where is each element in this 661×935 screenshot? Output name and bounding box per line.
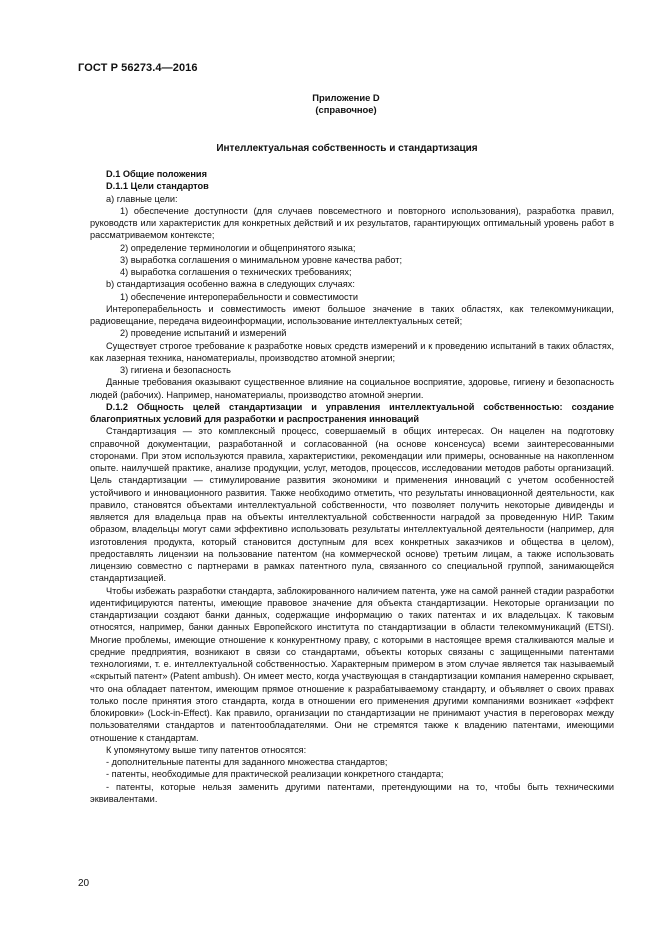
list-item: 3) гигиена и безопасность	[120, 365, 231, 375]
appendix-label: Приложение D	[312, 92, 380, 103]
document-body	[90, 168, 614, 805]
list-item: 2) проведение испытаний и измерений	[120, 328, 287, 339]
section-heading: D.1 Общие положения	[106, 169, 207, 179]
appendix-type: (справочное)	[315, 103, 377, 115]
subsection-heading: D.1.1 Цели стандартов	[106, 181, 209, 192]
page-number: 20	[78, 878, 90, 889]
body-paragraph: Интероперабельность и совместимость имеют большое значение в таких областях, как телекоммуникации, радиовещание, передача видеоинформации, использование интеллектуальных сетей;	[90, 303, 614, 326]
list-item: 1) обеспечение интероперабельности и совместимости	[120, 291, 358, 302]
list-item: - дополнительные патенты для заданного множества стандартов;	[106, 757, 388, 767]
list-item: 4) выработка соглашения о технических требованиях;	[120, 267, 352, 277]
body-paragraph: К упомянутому выше типу патентов относятся:	[106, 744, 307, 755]
list-item: - патенты, которые нельзя заменить другими патентами, претендующими на то, чтобы быть техническими эквивалентами.	[90, 781, 614, 804]
appendix-heading	[250, 92, 442, 115]
appendix-title: Интеллектуальная собственность и стандартизация	[216, 143, 478, 154]
body-paragraph: Чтобы избежать разработки стандарта, заблокированного наличием патента, уже на самой ранней стадии разработки идентифицируются патенты, имеющие правовое значение для объекта стандартизации. Некоторые организации по стандартизации создают банки данных, содержащие информацию о таких патентах и их владельцах. К таковым относятся, например, банки данных Европейского института по стандартизации в области телекоммуникаций (ETSI). Многие проблемы, имеющие отношение к конкурентному праву, с которыми в настоящее время сталкиваются малые и средние предприятия, возникают в связи со стандартами, объекты которых связаны с защищенными патентами технологиями, т. е. интеллектуальной собственностью. Характерным примером в этом случае является так называемый «скрытый патент» (Patent ambush). Он имеет место, когда участвующая в стандартизации компания намеренно скрывает, что она обладает патентом, имеющим прямое отношение к разрабатываемому стандарту, и объявляет о своих правах только после принятия этого стандарта, когда в отношении его применения другими компаниями возникает «эффект блокировки» (Lock-in-Effect). Как правило, организации по стандартизации не принимают участия в переговорах между пользователями стандартов и патентообладателями. Они не стремятся также к владению патентами, имеющими отношение к стандартам.	[90, 585, 614, 743]
list-item: b) стандартизация особенно важна в следующих случаях:	[106, 279, 355, 290]
body-paragraph: Существует строгое требование к разработке новых средств измерений и к проведению испытаний в таких областях, как лазерная техника, наноматериалы, производство атомной энергии;	[90, 340, 614, 363]
list-item: 3) выработка соглашения о минимальном уровне качества работ;	[120, 254, 403, 265]
list-item: 1) обеспечение доступности (для случаев повсеместного и повторного использования), разработка правил, руководств или характеристик для конкретных действий и их результатов, гарантирующих оптимальный уровень работ в рассматриваемом контексте;	[90, 205, 614, 241]
body-paragraph: Данные требования оказывают существенное влияние на социальное восприятие, здоровье, гигиену и безопасность людей (рабочих). Например, наноматериалы, производство атомной энергии.	[90, 377, 614, 400]
body-paragraph: Стандартизация — это комплексный процесс, совершаемый в общих интересах. Он нацелен на подготовку справочной документации, разработанной и согласованной (на основе консенсуса) всеми заинтересованными сторонами. При этом используются правила, характеристики, рекомендации или примеры, основанные на накопленном опыте. наилучшей практике, анализе продукции, услуг, методов, процессов, исследовании методов работы организаций. Цель стандартизации — стимулирование развития экономики и применения инноваций с учетом особенностей устойчивого и инновационного развития. Также необходимо отметить, что результаты инновационной деятельности, как правило, становятся объектами интеллектуальной собственности, что позволяет получить некоторые дивиденды и является для владельца прав на объекты интеллектуальной собственности наградой за проведенную НИР. Таким образом, владельцы могут сами эффективно использовать результаты интеллектуальной деятельности (например, для изготовления продукта, который становится доступным для всех конкретных заказчиков и общества в целом), предоставлять лицензии на пользование патентом (на коммерческой основе) третьим лицам, а также использовать лицензию совместно с партнерами в рамках патентного пула, связанного со специальной группой, занимающейся стандартизацией.	[90, 426, 614, 584]
standard-number: ГОСТ Р 56273.4—2016	[78, 62, 198, 74]
list-item: - патенты, необходимые для практической реализации конкретного стандарта;	[106, 769, 444, 780]
list-item: a) главные цели:	[106, 193, 178, 204]
subsection-heading: D.1.2 Общность целей стандартизации и управления интеллектуальной собственностью: создание благоприятных условий для разработки и распространения инноваций	[90, 401, 614, 424]
list-item: 2) определение терминологии и общепринятого языка;	[120, 242, 356, 253]
